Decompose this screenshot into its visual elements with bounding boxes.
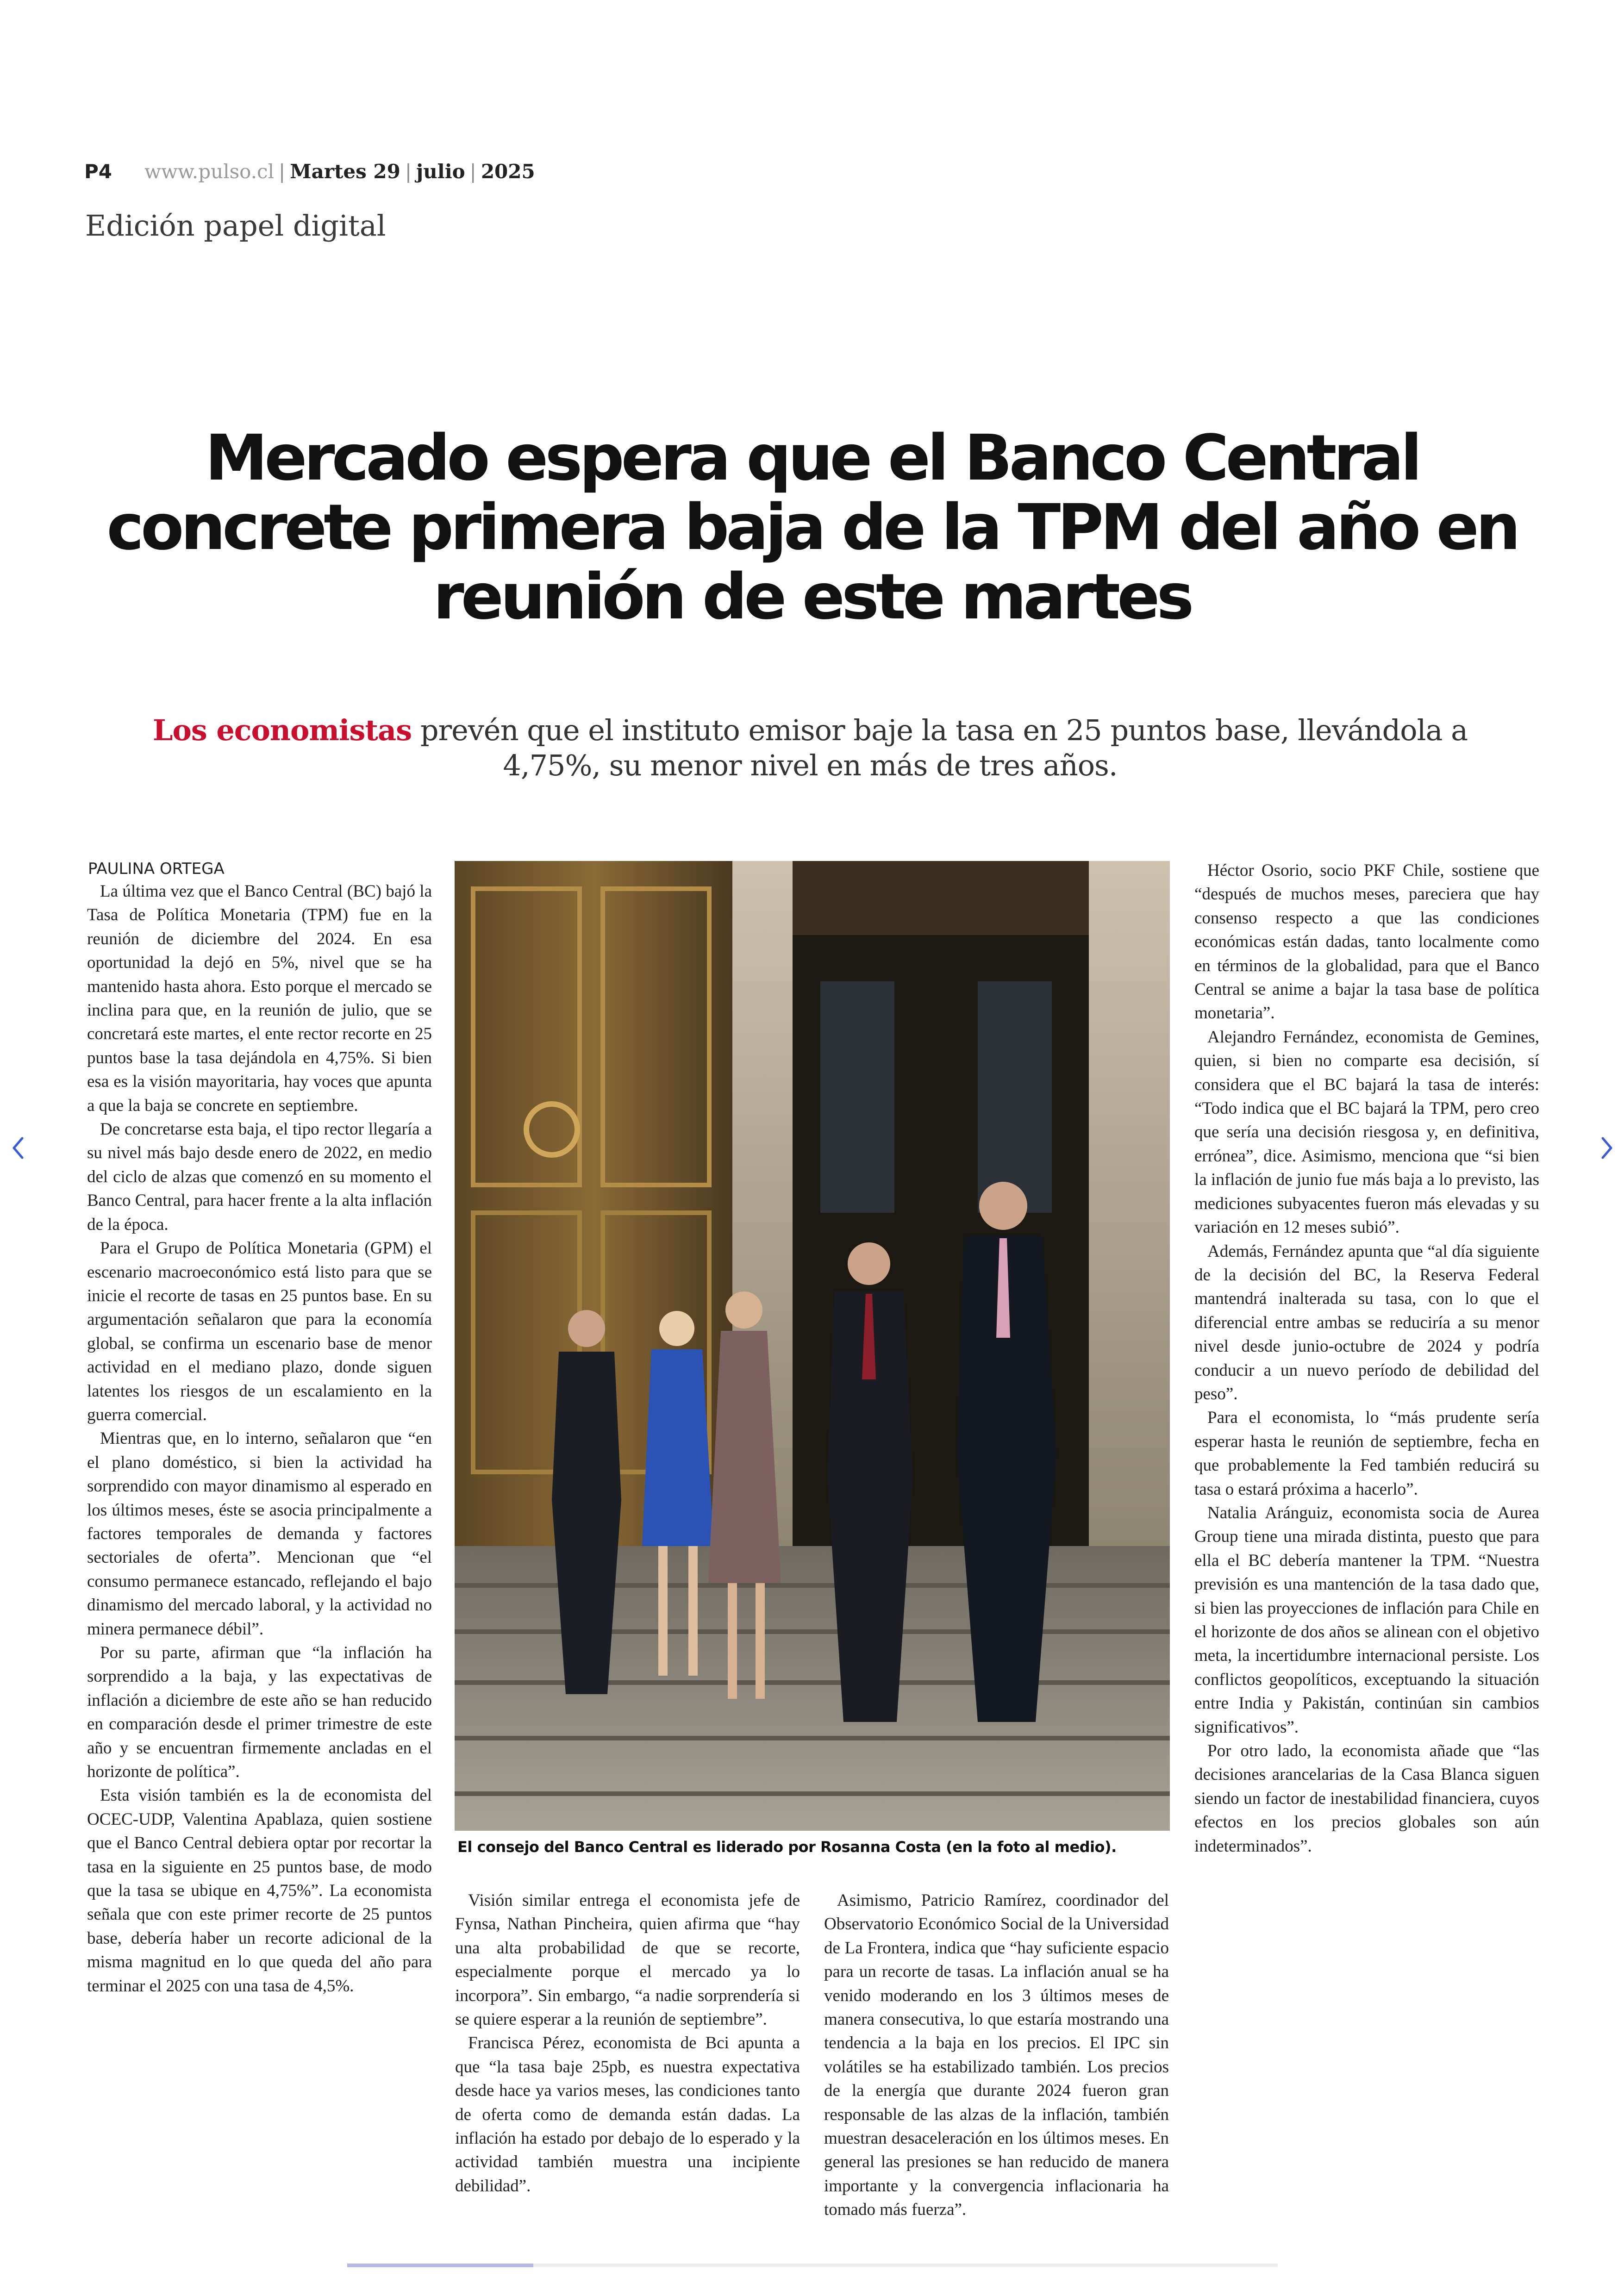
- folio-separator: |: [279, 160, 286, 183]
- body-paragraph: De concretarse esta baja, el tipo rector llegaría a su nivel más bajo desde enero de 2022, en medio del ciclo de alzas que comenzó en su momento el Banco Central, para hacer frente a la alta inflación de la época.: [87, 1120, 432, 1234]
- body-paragraph: Por su parte, afirman que “la inflación ha sorprendido a la baja, y las expectativas de inflación a diciembre de este año se han reducido en comparación desde el primer trimestre de este año y se encuentran firmemente ancladas en el horizonte de política”.: [87, 1643, 432, 1782]
- folio: [84, 160, 535, 184]
- reading-progress-fill: [347, 2264, 533, 2267]
- body-paragraph: Francisca Pérez, economista de Bci apunta a que “la tasa baje 25pb, es nuestra expectativa desde hace ya varios meses, las condiciones tanto de oferta como de demanda están dadas. La inflación ha estado por debajo de lo esperado y la actividad también muestra una incipiente debilidad”.: [455, 2033, 800, 2195]
- body-paragraph: La última vez que el Banco Central (BC) bajó la Tasa de Política Monetaria (TPM) fue en la reunión de diciembre del 2024. En esa oportunidad la dejó en 5%, nivel que se ha mantenido hasta ahora. Esto porque el mercado se inclina para que, en la reunión de julio, que se concretará este martes, el ente rector recorte en 25 puntos base la tasa dejándola en 4,75%. Si bien esa es la visión mayoritaria, hay voces que apunta a que la baja se concrete en septiembre.: [87, 882, 432, 1115]
- subheadline: [139, 713, 1481, 783]
- body-paragraph: Mientras que, en lo interno, señalaron que “en el plano doméstico, si bien la actividad ha sorprendido con mayor dinamismo al esperado en los últimos meses, éste se asocia principalmente a factores temporales de demanda y factores sectoriales de oferta”. Mencionan que “el consumo permanece estancado, reflejando el bajo dinamismo del mercado laboral, y la actividad no minera permanece débil”.: [87, 1429, 432, 1639]
- body-paragraph: Por otro lado, la economista añade que “las decisiones arancelarias de la Casa Blanca siguen siendo un factor de inestabilidad financiera, cuyos efectos en los precios globales son aún indeterminados”.: [1194, 1741, 1539, 1856]
- body-paragraph: Natalia Aránguiz, economista socia de Aurea Group tiene una mirada distinta, puesto que para ella el BC debería mantener la TPM. “Nuestra previsión es una mantención de la tasa dado que, si bien las proyecciones de inflación para Chile en el horizonte de dos años se alinean con el objetivo meta, la incertidumbre internacional persiste. Los conflictos geopolíticos, exceptuando la situación entre India y Pakistán, continúan sin cambios significativos”.: [1194, 1503, 1539, 1737]
- body-paragraph: Visión similar entrega el economista jefe de Fynsa, Nathan Pincheira, quien afirma que “hay una alta probabilidad de que se recorte, especialmente porque el mercado ya lo incorpora”. Sin embargo, “a nadie sorprendería si se quiere esperar a la reunión de septiembre”.: [455, 1891, 800, 2029]
- photo-illustration: [455, 861, 1170, 1831]
- body-paragraph: Alejandro Fernández, economista de Gemines, quien, si bien no comparte esa decisión, sí considera que el BC bajará la tasa de interés: “Todo indica que el BC bajará la TPM, pero creo que sería una decisión riesgosa y, en definitiva, errónea”, dice. Asimismo, menciona que “si bien la inflación de junio fue más baja a lo previsto, las mediciones subyacentes fueron más elevadas y su variación en 12 meses subió”.: [1194, 1027, 1539, 1237]
- headline: Mercado espera que el Banco Central concrete primera baja de la TPM del año en reunión de este martes: [106, 422, 1518, 634]
- folio-month: julio: [416, 160, 465, 183]
- byline: PAULINA ORTEGA: [88, 860, 225, 878]
- folio-separator: |: [469, 160, 476, 183]
- subhead-lead: Los economistas: [152, 713, 412, 747]
- edition-label: Edición papel digital: [85, 209, 386, 243]
- body-paragraph: Para el economista, lo “más prudente sería esperar hasta le reunión de septiembre, fecha en que probablemente la Fed también reducirá su tasa o estará próxima a hacerlo”.: [1194, 1408, 1539, 1499]
- previous-page-button[interactable]: [5, 1132, 32, 1164]
- article-column-1: [87, 879, 432, 2129]
- article-column-4: [1194, 859, 1539, 2129]
- chevron-right-icon: [1593, 1132, 1620, 1164]
- body-paragraph: Asimismo, Patricio Ramírez, coordinador del Observatorio Económico Social de la Universidad de La Frontera, indica que “hay suficiente espacio para un recorte de tasas. La inflación anual se ha venido moderando en los 3 últimos meses de manera consecutiva, lo que estaría mostrando una tendencia a la baja en los precios. El IPC sin volátiles se ha estabilizado también. Los precios de la energía que durante 2024 fueron gran responsable de las alzas de la inflación, también muestran desaceleración en los últimos meses. En general las presiones se han reducido de manera importante y la convergencia inflacionaria ha tomado más fuerza”.: [824, 1891, 1169, 2220]
- article-photo: [455, 861, 1170, 1831]
- article-column-3: [824, 1889, 1169, 2220]
- next-page-button[interactable]: [1593, 1132, 1620, 1164]
- body-paragraph: Para el Grupo de Política Monetaria (GPM) el escenario macroeconómico está listo para que se inicie el recorte de tasas en 25 puntos base. En su argumentación señalaron que para la economía global, se confirma un escenario base de menor actividad en el mediano plazo, donde siguen latentes los riesgos de un escalamiento en la guerra comercial.: [87, 1239, 432, 1424]
- reading-progress-bar: [347, 2264, 1278, 2267]
- folio-separator: |: [405, 160, 412, 183]
- site-url: www.pulso.cl: [144, 160, 275, 183]
- body-paragraph: Héctor Osorio, socio PKF Chile, sostiene que “después de muchos meses, pareciera que hay consenso respecto a que las condiciones económicas están dadas, tanto localmente como en términos de la globalidad, para que el Banco Central se anime a bajar la tasa base de política monetaria”.: [1194, 861, 1539, 1023]
- chevron-left-icon: [5, 1132, 32, 1164]
- folio-day: Martes 29: [290, 160, 400, 183]
- body-paragraph: Además, Fernández apunta que “al día siguiente de la decisión del BC, la Reserva Federal mantendrá inalterada su tasa, con lo que el diferencial entre ambas se reduciría a su menor nivel desde junio-octubre de 2024 y podría conducir a un nuevo período de debilidad del peso”.: [1194, 1241, 1539, 1403]
- page-number: P4: [84, 160, 112, 183]
- photo-caption: El consejo del Banco Central es liderado por Rosanna Costa (en la foto al medio).: [457, 1838, 1117, 1856]
- article-column-2: [455, 1889, 800, 2195]
- subhead-text: prevén que el instituto emisor baje la tasa en 25 puntos base, llevándola a 4,75%, su menor nivel en más de tres años.: [420, 713, 1468, 782]
- folio-year: 2025: [481, 160, 535, 183]
- body-paragraph: Esta visión también es la de economista del OCEC-UDP, Valentina Apablaza, quien sostiene que el Banco Central debiera optar por recortar la tasa en la siguiente en 25 puntos base, de modo que la tasa se ubique en 4,75%”. La economista señala que con este primer recorte de 25 puntos base, debería haber un recorte adicional de la misma magnitud en lo que queda del año para terminar el 2025 con una tasa de 4,5%.: [87, 1786, 432, 1996]
